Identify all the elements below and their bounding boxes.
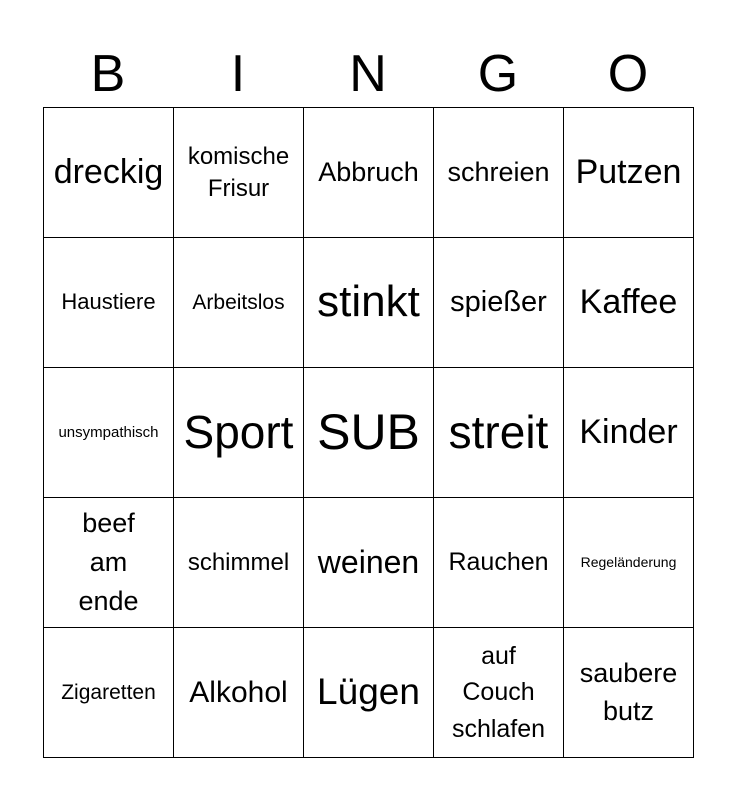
header-letter-n: N [349,45,387,103]
bingo-cell[interactable] [304,628,434,758]
cell-label: SUB [317,404,420,460]
cell-label: unsympathisch [58,423,159,441]
bingo-cell[interactable] [174,498,304,628]
cell-label: Kinder [579,413,678,452]
bingo-cell[interactable] [434,108,564,238]
bingo-cell[interactable] [44,498,174,628]
cell-label: auf Couch schlafen [451,642,546,743]
bingo-cell[interactable] [434,238,564,368]
cell-label: Lügen [317,671,420,713]
header-letter-b: B [90,45,126,103]
cell-label: Putzen [575,153,682,192]
bingo-cell[interactable] [434,368,564,498]
bingo-cell[interactable] [564,368,694,498]
header-letter-o: O [607,45,649,103]
cell-label: Abbruch [318,156,419,187]
bingo-board [43,107,694,758]
cell-label: Zigaretten [61,680,156,704]
bingo-cell[interactable] [304,238,434,368]
cell-label: Regeländerung [580,554,677,571]
cell-label: schreien [447,156,550,187]
cell-label: Sport [183,406,294,459]
cell-label: schimmel [187,548,290,576]
bingo-cell[interactable] [564,238,694,368]
bingo-cell[interactable] [304,368,434,498]
bingo-cell[interactable] [304,498,434,628]
bingo-cell[interactable] [174,108,304,238]
cell-label: streit [448,406,549,459]
cell-label: Haustiere [61,289,156,315]
bingo-cell[interactable] [174,238,304,368]
bingo-cell[interactable] [564,498,694,628]
header-letter-i: I [230,45,246,103]
cell-label: Rauchen [448,548,549,577]
cell-label: spießer [450,286,547,319]
bingo-header [43,40,693,108]
bingo-cell[interactable] [44,238,174,368]
bingo-cell[interactable] [564,108,694,238]
cell-label: stinkt [317,277,420,327]
bingo-cell[interactable] [564,628,694,758]
cell-label: Alkohol [189,675,288,709]
bingo-cell[interactable] [44,368,174,498]
cell-label: komische Frisur [187,143,290,202]
cell-label: Kaffee [579,283,678,322]
bingo-cell[interactable] [44,108,174,238]
bingo-cell[interactable] [434,498,564,628]
cell-label: weinen [317,544,420,581]
bingo-cell[interactable] [174,628,304,758]
header-letter-g: G [477,45,519,103]
bingo-cell[interactable] [304,108,434,238]
cell-label: beef am ende [78,507,139,617]
bingo-cell[interactable] [434,628,564,758]
bingo-cell[interactable] [174,368,304,498]
cell-label: dreckig [53,153,164,192]
cell-label: Arbeitslos [192,290,285,314]
bingo-cell[interactable] [44,628,174,758]
cell-label: saubere butz [579,657,678,726]
